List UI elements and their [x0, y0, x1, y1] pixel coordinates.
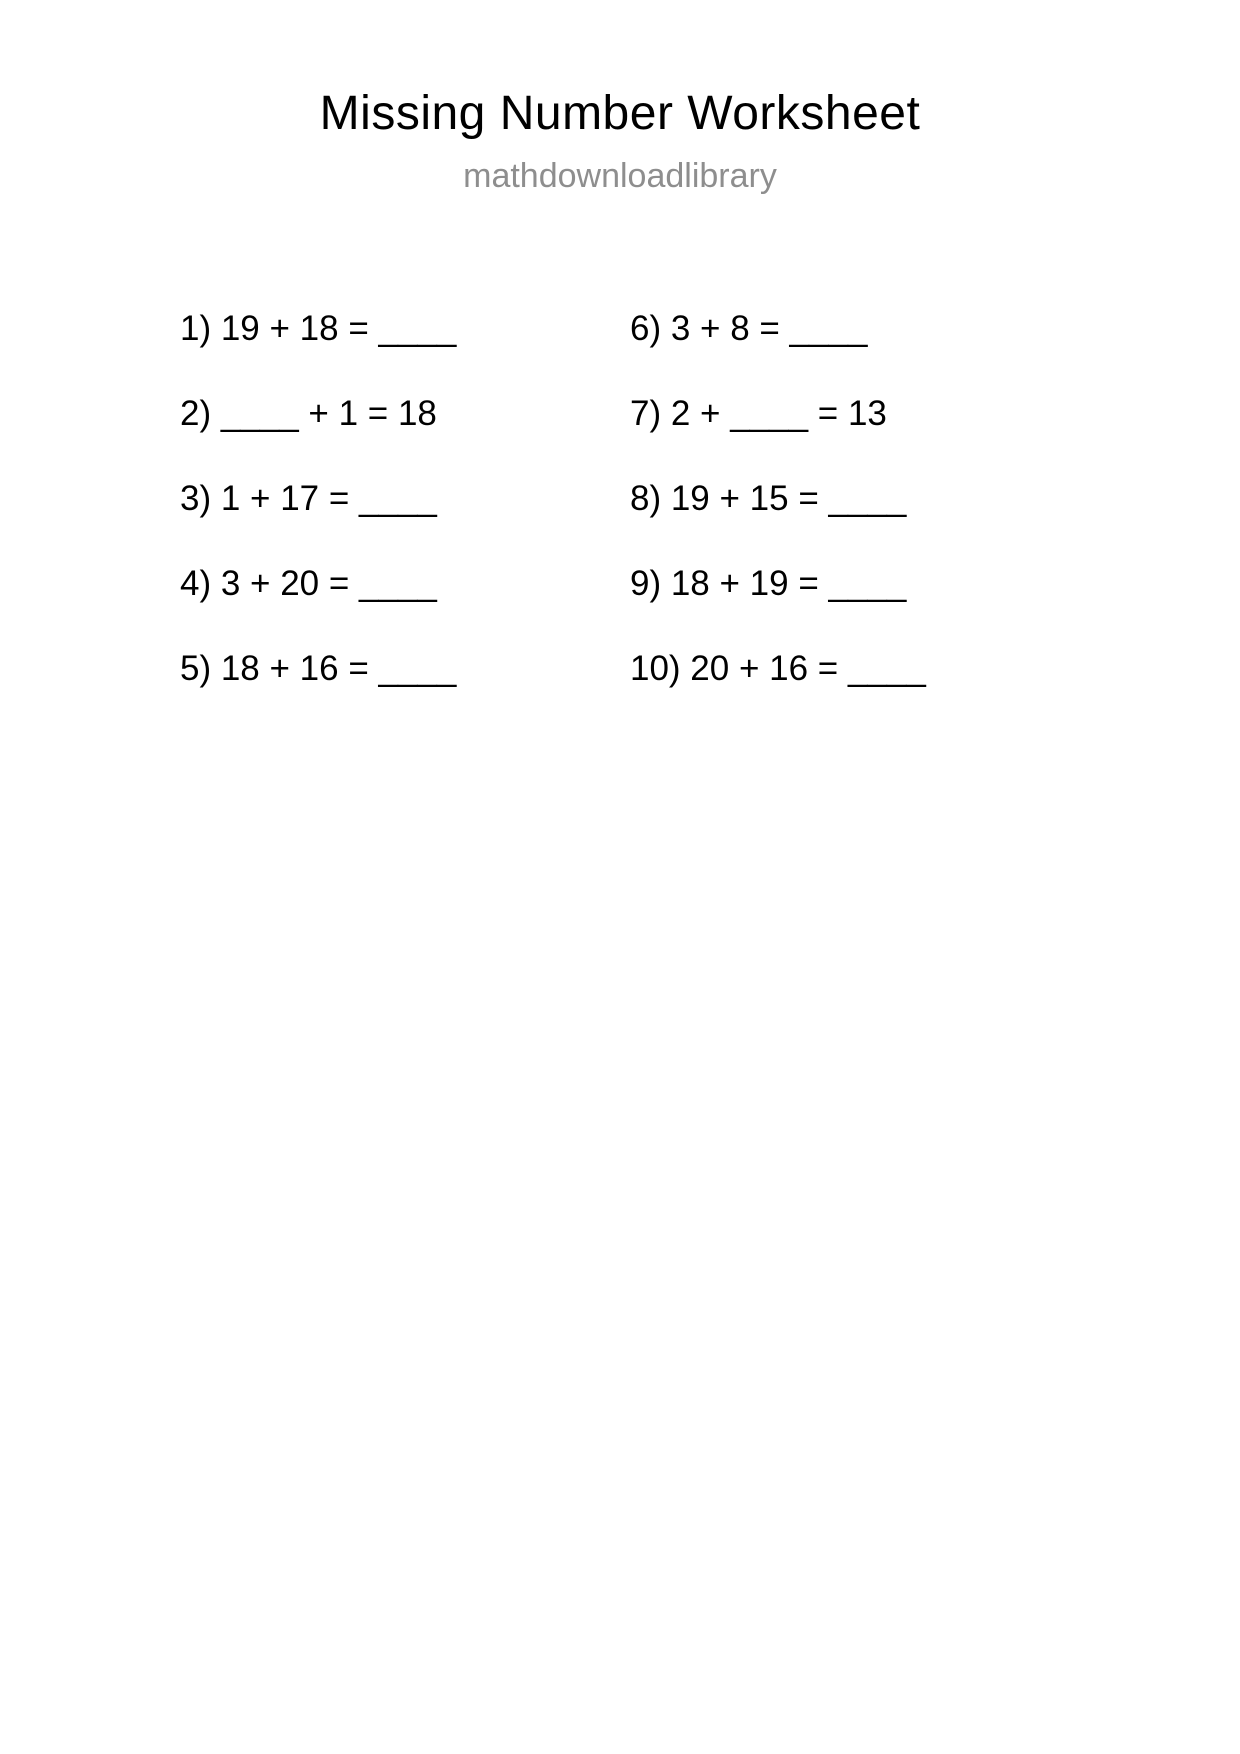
problem-2: 2) ____ + 1 = 18: [180, 394, 437, 433]
worksheet-header: [0, 0, 1240, 196]
problem-9: 9) 18 + 19 = ____: [630, 564, 907, 603]
problem-3: 3) 1 + 17 = ____: [180, 479, 437, 518]
problem-1: 1) 19 + 18 = ____: [180, 309, 457, 348]
problem-8: 8) 19 + 15 = ____: [630, 479, 907, 518]
page-subtitle: mathdownloadlibrary: [463, 157, 777, 195]
problems-grid: [180, 308, 1240, 733]
problems-column-right: [630, 308, 1240, 733]
problem-7: 7) 2 + ____ = 13: [630, 394, 887, 433]
problem-4: 4) 3 + 20 = ____: [180, 564, 437, 603]
problem-5: 5) 18 + 16 = ____: [180, 649, 457, 688]
problems-column-left: [180, 308, 630, 733]
page-title: Missing Number Worksheet: [319, 87, 921, 140]
problem-10: 10) 20 + 16 = ____: [630, 649, 926, 688]
problem-6: 6) 3 + 8 = ____: [630, 309, 868, 348]
